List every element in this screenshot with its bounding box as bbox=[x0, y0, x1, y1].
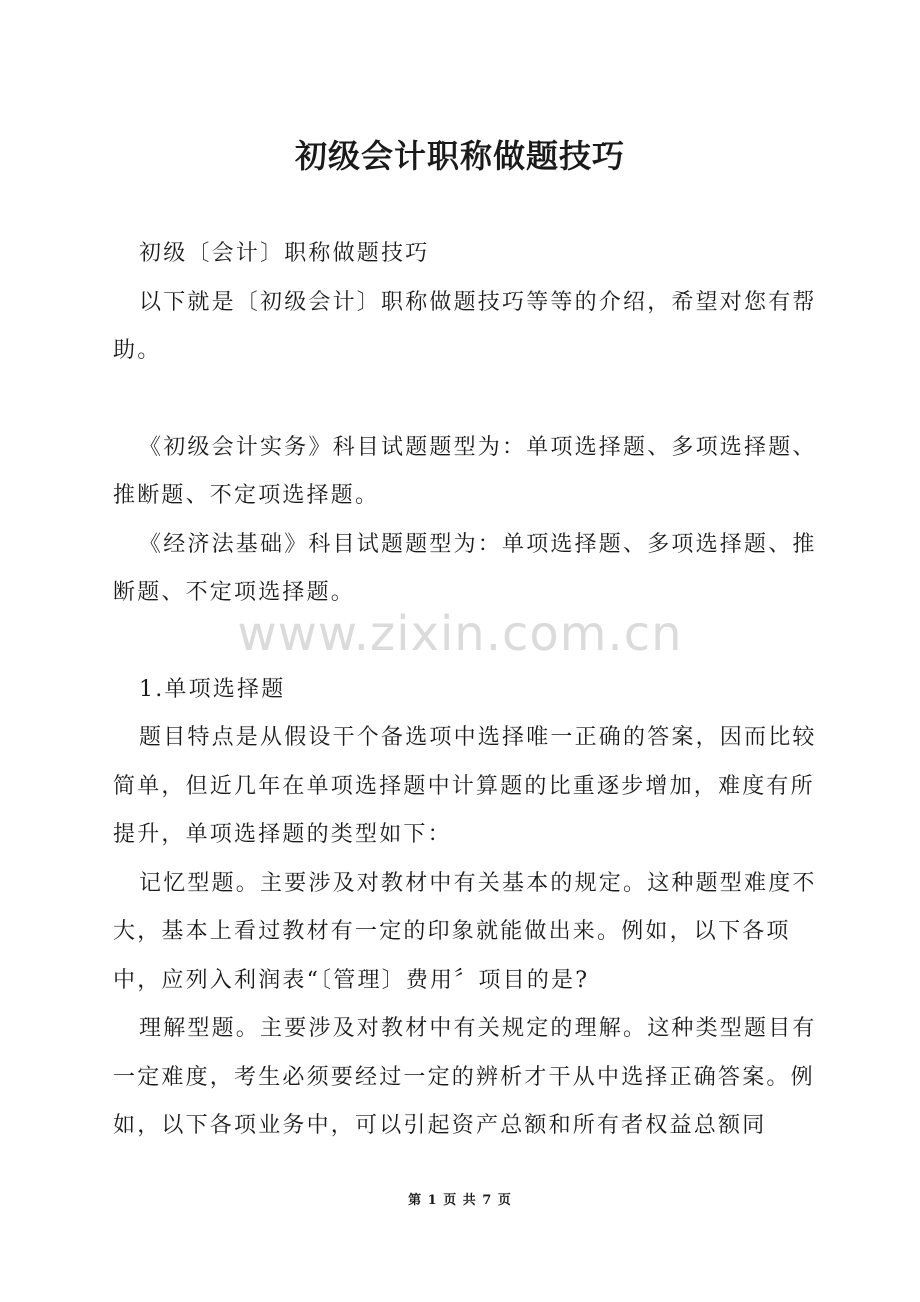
paragraph-gap bbox=[113, 376, 833, 424]
paragraph-single-choice-desc: 题目特点是从假设干个备选项中选择唯一正确的答案，因而比较简单，但近几年在单项选择题中计算题的比重逐步增加，难度有所提升，单项选择题的类型如下： bbox=[113, 725, 817, 847]
paragraph-practice-types: 《初级会计实务》科目试题题型为：单项选择题、多项选择题、推断题、不定项选择题。 bbox=[113, 434, 817, 508]
paragraph-intro: 以下就是〔初级会计〕职称做题技巧等等的介绍，希望对您有帮助。 bbox=[113, 289, 817, 363]
paragraph-law-types: 《经济法基础》科目试题题型为：单项选择题、多项选择题、推断题、不定项选择题。 bbox=[113, 531, 817, 605]
paragraph-understanding-type: 理解型题。主要涉及对教材中有关规定的理解。这种类型题目有一定难度，考生必须要经过一定的辨析才干从中选择正确答案。例如，以下各项业务中，可以引起资产总额和所有者权益总额同 bbox=[113, 1016, 817, 1138]
section-heading-single-choice: 1.单项选择题 bbox=[139, 676, 286, 702]
paragraph-gap bbox=[113, 618, 833, 666]
document-body bbox=[113, 230, 833, 1151]
watermark: www.zixin.com.cn bbox=[237, 606, 683, 662]
document-title: 初级会计职称做题技巧 bbox=[294, 137, 625, 175]
page-footer: 第 1 页 共 7 页 bbox=[408, 1193, 512, 1208]
paragraph-memory-type: 记忆型题。主要涉及对教材中有关基本的规定。这种题型难度不大，基本上看过教材有一定的印象就能做出来。例如，以下各项中，应列入利润表“〔管理〕费用〞项目的是? bbox=[113, 870, 817, 993]
paragraph-subtitle: 初级〔会计〕职称做题技巧 bbox=[139, 241, 430, 266]
